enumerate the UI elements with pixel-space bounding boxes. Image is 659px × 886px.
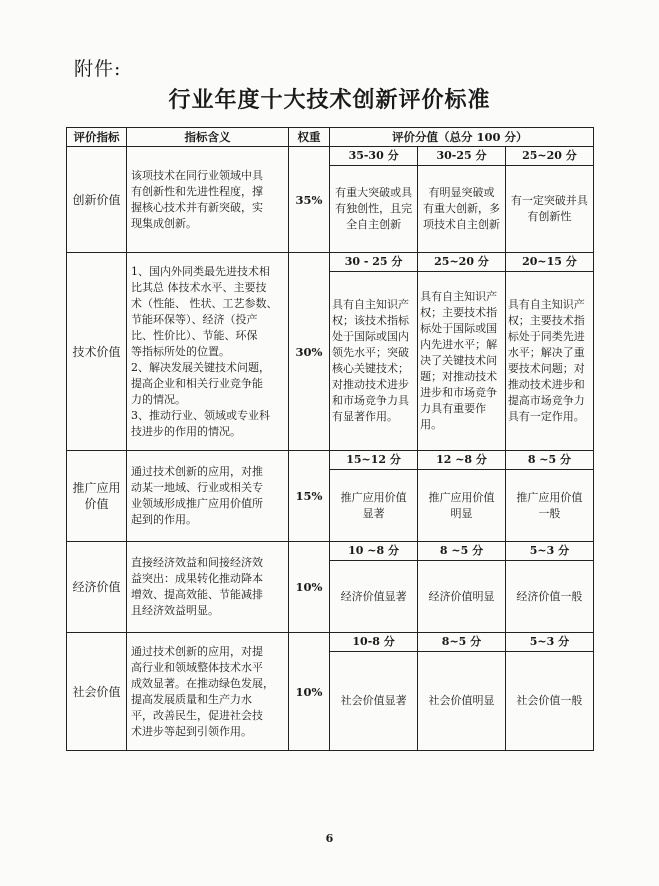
score-range: 12 ~8 分 bbox=[418, 451, 506, 470]
weight-cell: 10% bbox=[289, 542, 330, 633]
indicator-cell bbox=[67, 451, 127, 542]
column-header-indicator: 评价指标 bbox=[67, 128, 127, 147]
column-header-meaning: 指标含义 bbox=[127, 128, 289, 147]
table-row bbox=[67, 147, 594, 253]
weight-cell: 30% bbox=[289, 253, 330, 451]
meaning-line: 平，改善民生，促进社会技 bbox=[131, 708, 263, 722]
score-range: 25~20 分 bbox=[418, 253, 506, 272]
meaning-line: 力的情况。 bbox=[131, 392, 186, 406]
score-description-line: 用。 bbox=[420, 418, 443, 431]
meaning-line: 等指标所处的位置。 bbox=[131, 344, 230, 358]
score-description-line: 具有自主知识产 bbox=[507, 298, 585, 311]
score-description-line: 提高市场竞争力 bbox=[507, 394, 585, 407]
score-description bbox=[418, 652, 506, 751]
score-range-row bbox=[330, 542, 593, 561]
meaning-line: 该项技术在同行业领域中具 bbox=[131, 168, 263, 182]
meaning-line: 提高企业和相关行业竞争能 bbox=[131, 376, 263, 390]
meaning-line: 直接经济效益和间接经济效 bbox=[131, 556, 263, 569]
score-cell bbox=[330, 451, 594, 542]
score-description bbox=[505, 272, 593, 451]
score-description-line: 经济价值显著 bbox=[340, 589, 407, 603]
evaluation-standard-table bbox=[66, 127, 594, 751]
score-grid bbox=[330, 542, 593, 632]
score-description-line: 具有自主知识产 bbox=[420, 290, 498, 303]
score-desc-row bbox=[330, 652, 593, 751]
table-header-row bbox=[67, 128, 594, 147]
meaning-line: 比其总 体技术水平、主要技 bbox=[131, 280, 267, 294]
table-row bbox=[67, 633, 594, 751]
meaning-line: 通过技术创新的应用，对提 bbox=[131, 644, 263, 658]
score-range: 8~5 分 bbox=[418, 633, 506, 652]
indicator-cell bbox=[67, 633, 127, 751]
score-description bbox=[418, 561, 506, 633]
document-title: 行业年度十大技术创新评价标准 bbox=[168, 87, 491, 113]
weight-cell: 35% bbox=[289, 147, 330, 253]
indicator-name: 价值 bbox=[84, 497, 109, 511]
indicator-cell bbox=[67, 542, 127, 633]
score-description-line: 进步和市场竞争 bbox=[420, 386, 498, 399]
score-description-line: 有创新性 bbox=[527, 210, 572, 223]
score-desc-row bbox=[330, 561, 593, 633]
score-range: 25~20 分 bbox=[505, 147, 593, 166]
score-range-row bbox=[330, 147, 593, 166]
score-description-line: 项技术自主创新 bbox=[422, 218, 500, 231]
score-range: 5~3 分 bbox=[505, 542, 593, 561]
score-description-line: 具有自主知识产 bbox=[332, 298, 409, 311]
score-description-line: 有显著作用。 bbox=[332, 410, 398, 423]
score-description-line: 社会价值一般 bbox=[516, 694, 583, 707]
score-description-line: 权；该技术指标 bbox=[332, 314, 409, 327]
score-description-line: 领先水平；突破 bbox=[332, 346, 409, 359]
score-range: 10 ~8 分 bbox=[330, 542, 418, 561]
meaning-line: 现集成创新。 bbox=[131, 216, 197, 230]
score-description-line: 对推动技术进步 bbox=[332, 378, 409, 391]
meaning-cell bbox=[127, 633, 289, 751]
score-description bbox=[330, 470, 418, 542]
meaning-line: 成效显著。在推动绿色发展， bbox=[131, 676, 274, 690]
attachment-label: 附件: bbox=[74, 58, 122, 80]
score-range: 5~3 分 bbox=[505, 633, 593, 652]
score-description-line: 有明显突破或 bbox=[428, 186, 495, 199]
meaning-line: 1、国内外同类最先进技术相 bbox=[131, 264, 270, 278]
table-row bbox=[67, 542, 594, 633]
indicator-cell bbox=[67, 253, 127, 451]
score-description bbox=[505, 652, 593, 751]
meaning-line: 3、推动行业、领域或专业科 bbox=[131, 408, 270, 422]
score-cell bbox=[330, 253, 594, 451]
score-description bbox=[330, 561, 418, 633]
score-description bbox=[330, 652, 418, 751]
score-range: 8 ~5 分 bbox=[418, 542, 506, 561]
score-cell bbox=[330, 147, 594, 253]
score-description bbox=[505, 470, 593, 542]
meaning-line: 有创新性和先进性程度，撑 bbox=[131, 184, 263, 198]
score-description-line: 明显 bbox=[450, 506, 473, 520]
meaning-line: 益突出：成果转化推动降本 bbox=[131, 572, 263, 585]
meaning-cell bbox=[127, 451, 289, 542]
meaning-line: 动某一地域、行业或相关专 bbox=[131, 481, 263, 494]
score-description-line: 权；主要技术指 bbox=[507, 314, 585, 327]
score-range-row bbox=[330, 633, 593, 652]
score-cell bbox=[330, 633, 594, 751]
indicator-name: 社会价值 bbox=[72, 684, 121, 699]
score-description-line: 全自主创新 bbox=[346, 218, 402, 231]
score-description-line: 经济价值明显 bbox=[428, 589, 495, 603]
meaning-line: 握核心技术并有新突破，实 bbox=[131, 200, 263, 214]
score-cell bbox=[330, 542, 594, 633]
score-range: 15~12 分 bbox=[330, 451, 418, 470]
meaning-cell bbox=[127, 542, 289, 633]
score-range: 8 ~5 分 bbox=[505, 451, 593, 470]
indicator-cell bbox=[67, 147, 127, 253]
score-description bbox=[418, 272, 506, 451]
meaning-cell bbox=[127, 147, 289, 253]
page-number: 6 bbox=[325, 832, 334, 845]
score-description-line: 力具有重要作 bbox=[420, 402, 487, 415]
score-description bbox=[418, 166, 506, 253]
score-description-line: 有重大创新，多 bbox=[422, 202, 500, 215]
score-description-line: 题；对推动技术 bbox=[420, 370, 498, 383]
score-description-line: 要技术问题；对 bbox=[507, 362, 585, 375]
score-range: 20~15 分 bbox=[505, 253, 593, 272]
score-description-line: 和市场竞争力具 bbox=[332, 394, 409, 407]
score-description bbox=[505, 561, 593, 633]
score-description-line: 经济价值一般 bbox=[516, 589, 583, 603]
meaning-line: 术（性能、 性状、工艺参数、 bbox=[131, 296, 278, 310]
weight-cell: 15% bbox=[289, 451, 330, 542]
score-range: 10-8 分 bbox=[330, 633, 418, 652]
score-description-line: 核心关键技术； bbox=[332, 362, 409, 375]
score-description bbox=[330, 166, 418, 253]
table-row bbox=[67, 451, 594, 542]
score-description bbox=[418, 470, 506, 542]
score-description-line: 一般 bbox=[538, 506, 561, 520]
indicator-name: 推广应用 bbox=[72, 481, 121, 495]
score-description-line: 社会价值明显 bbox=[428, 694, 495, 707]
indicator-name: 经济价值 bbox=[72, 580, 121, 594]
meaning-line: 2、解决发展关键技术问题， bbox=[131, 360, 270, 374]
column-header-score: 评价分值（总分 100 分） bbox=[330, 128, 594, 147]
meaning-line: 业领域形成推广应用价值所 bbox=[131, 497, 263, 510]
meaning-line: 增效、提高效能、节能减排 bbox=[131, 588, 263, 601]
meaning-line: 术进步等起到引领作用。 bbox=[131, 724, 252, 738]
indicator-name: 创新价值 bbox=[72, 192, 121, 207]
score-grid bbox=[330, 633, 593, 750]
table-row bbox=[67, 253, 594, 451]
score-description-line: 社会价值显著 bbox=[340, 694, 407, 707]
score-description-line: 权；主要技术指 bbox=[420, 306, 498, 319]
score-grid bbox=[330, 451, 593, 541]
score-description bbox=[505, 166, 593, 253]
indicator-name: 技术价值 bbox=[72, 344, 121, 359]
score-range-row bbox=[330, 451, 593, 470]
score-description-line: 推广应用价值 bbox=[428, 490, 495, 504]
meaning-line: 比、性价比）、节能、环保 bbox=[131, 328, 258, 342]
score-desc-row bbox=[330, 272, 593, 451]
meaning-line: 通过技术创新的应用，对推 bbox=[131, 465, 263, 478]
score-grid bbox=[330, 147, 593, 252]
score-description bbox=[330, 272, 418, 451]
score-grid bbox=[330, 253, 593, 450]
score-description-line: 水平；解决了重 bbox=[507, 346, 585, 359]
meaning-line: 提高发展质量和生产力水 bbox=[131, 692, 252, 706]
score-description-line: 有一定突破并具 bbox=[510, 194, 588, 207]
meaning-line: 高行业和领域整体技术水平 bbox=[131, 660, 263, 674]
column-header-weight: 权重 bbox=[289, 128, 330, 147]
score-description-line: 推动技术进步和 bbox=[507, 378, 585, 391]
score-range-row bbox=[330, 253, 593, 272]
score-range: 30 - 25 分 bbox=[330, 253, 418, 272]
score-description-line: 推广应用价值 bbox=[340, 490, 407, 504]
score-range: 30-25 分 bbox=[418, 147, 506, 166]
score-range: 35-30 分 bbox=[330, 147, 418, 166]
meaning-line: 且经济效益明显。 bbox=[131, 604, 219, 617]
score-desc-row bbox=[330, 166, 593, 253]
meaning-line: 技进步的作用的情况。 bbox=[131, 424, 241, 438]
meaning-cell bbox=[127, 253, 289, 451]
meaning-line: 起到的作用。 bbox=[131, 513, 197, 526]
score-description-line: 标处于国际或国 bbox=[420, 322, 498, 335]
meaning-line: 节能环保等）、经济（投产 bbox=[131, 312, 258, 326]
score-description-line: 有独创性，且完 bbox=[335, 202, 413, 215]
weight-cell: 10% bbox=[289, 633, 330, 751]
score-description-line: 有重大突破或具 bbox=[335, 186, 413, 199]
score-desc-row bbox=[330, 470, 593, 542]
score-description-line: 显著 bbox=[362, 506, 385, 520]
score-description-line: 决了关键技术问 bbox=[420, 354, 498, 367]
score-description-line: 具有一定作用。 bbox=[507, 410, 585, 423]
score-description-line: 标处于同类先进 bbox=[507, 330, 585, 343]
score-description-line: 内先进水平；解 bbox=[420, 338, 498, 351]
score-description-line: 推广应用价值 bbox=[516, 490, 583, 504]
score-description-line: 处于国际或国内 bbox=[332, 330, 409, 343]
